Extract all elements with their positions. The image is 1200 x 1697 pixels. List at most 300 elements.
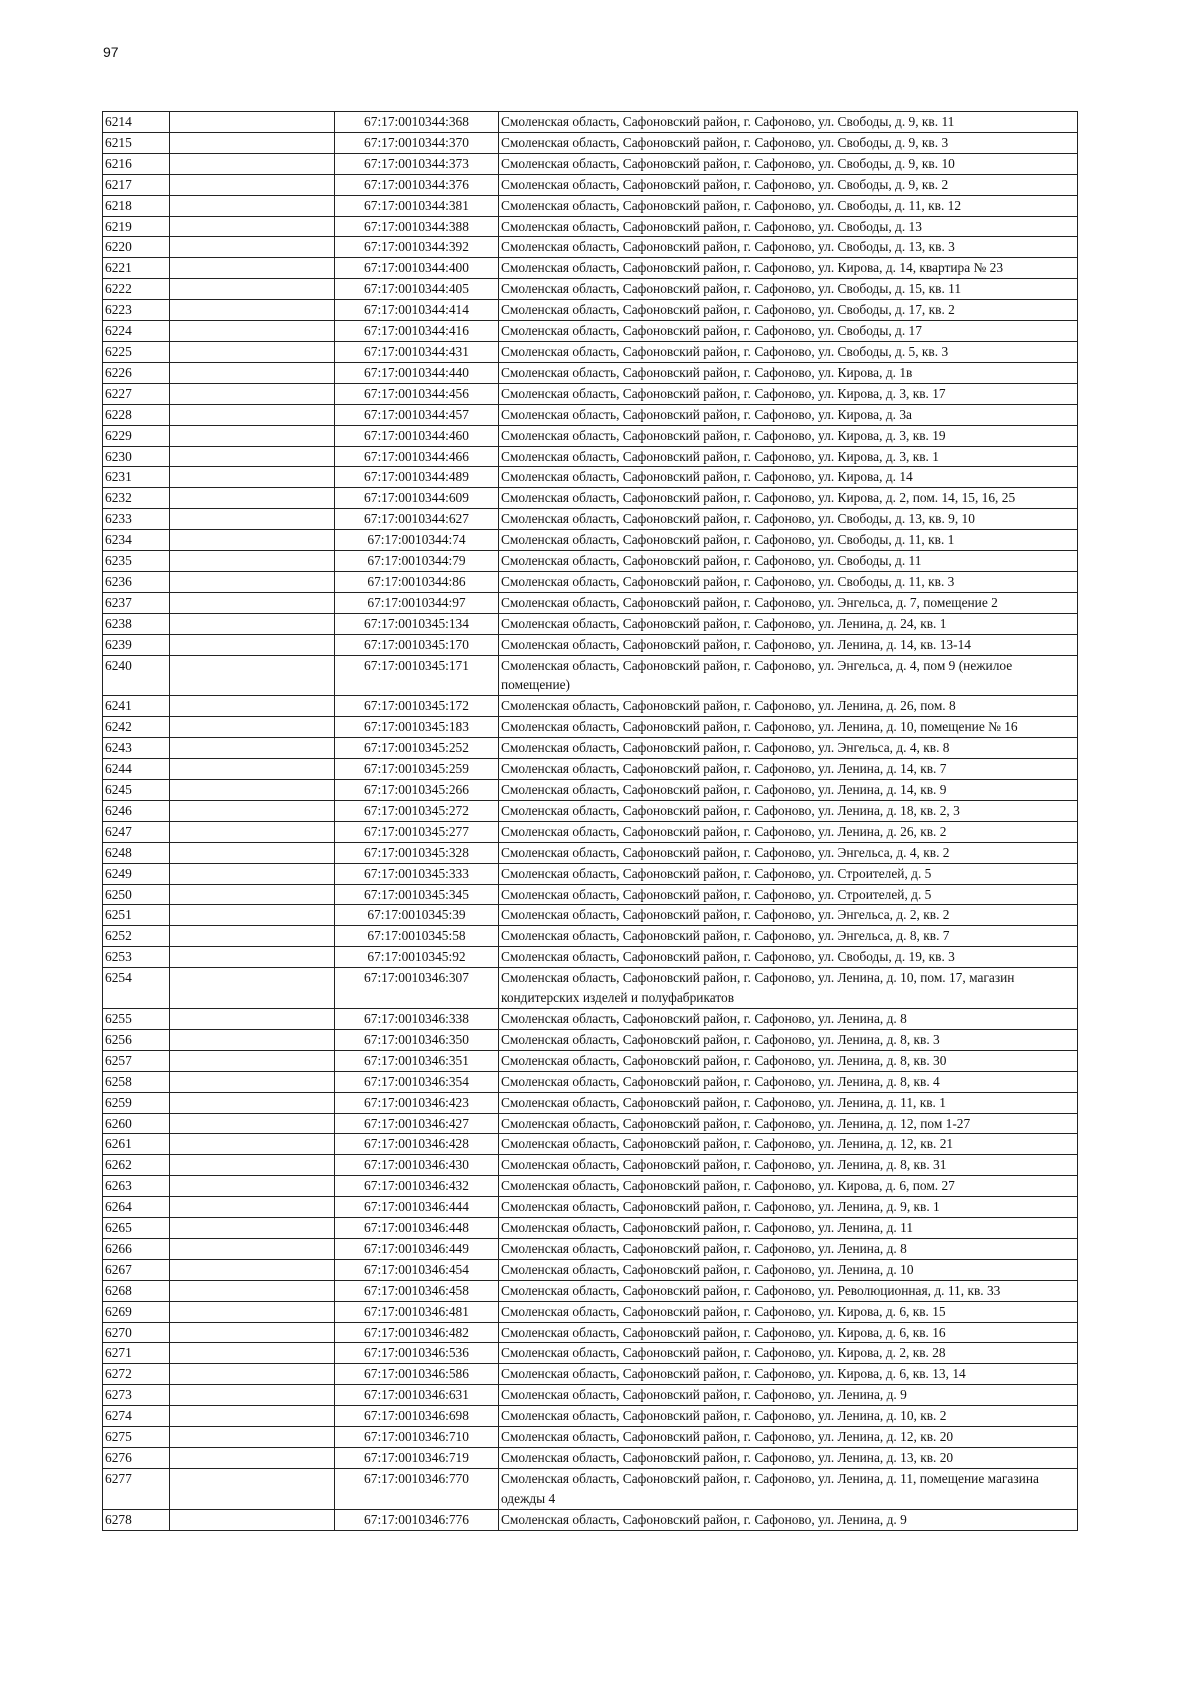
- cadastral-number-cell: 67:17:0010345:277: [335, 821, 499, 842]
- cadastral-number-cell: 67:17:0010346:449: [335, 1238, 499, 1259]
- address-cell: Смоленская область, Сафоновский район, г. Сафоново, ул. Кирова, д. 14, квартира № 23: [499, 258, 1078, 279]
- row-number-cell: 6236: [103, 571, 170, 592]
- address-cell: Смоленская область, Сафоновский район, г. Сафоново, ул. Кирова, д. 6, пом. 27: [499, 1176, 1078, 1197]
- row-number-cell: 6252: [103, 926, 170, 947]
- row-number-cell: 6227: [103, 383, 170, 404]
- table-row: [103, 153, 1078, 174]
- row-number-cell: 6259: [103, 1092, 170, 1113]
- cadastral-number-cell: 67:17:0010345:172: [335, 696, 499, 717]
- table-row: [103, 696, 1078, 717]
- table-row: [103, 1071, 1078, 1092]
- table-row: [103, 1280, 1078, 1301]
- address-cell: Смоленская область, Сафоновский район, г. Сафоново, ул. Ленина, д. 26, пом. 8: [499, 696, 1078, 717]
- cadastral-number-cell: 67:17:0010346:354: [335, 1071, 499, 1092]
- owner-cell: [170, 1050, 335, 1071]
- table-row: [103, 780, 1078, 801]
- cadastral-number-cell: 67:17:0010346:432: [335, 1176, 499, 1197]
- row-number-cell: 6238: [103, 613, 170, 634]
- owner-cell: [170, 717, 335, 738]
- table-row: [103, 383, 1078, 404]
- cadastral-number-cell: 67:17:0010345:272: [335, 800, 499, 821]
- cadastral-number-cell: 67:17:0010346:698: [335, 1406, 499, 1427]
- table-row: [103, 884, 1078, 905]
- row-number-cell: 6222: [103, 279, 170, 300]
- address-cell: Смоленская область, Сафоновский район, г. Сафоново, ул. Ленина, д. 8, кв. 31: [499, 1155, 1078, 1176]
- cadastral-number-cell: 67:17:0010346:770: [335, 1468, 499, 1509]
- row-number-cell: 6256: [103, 1029, 170, 1050]
- row-number-cell: 6273: [103, 1385, 170, 1406]
- owner-cell: [170, 800, 335, 821]
- cadastral-number-cell: 67:17:0010344:400: [335, 258, 499, 279]
- row-number-cell: 6253: [103, 947, 170, 968]
- cadastral-number-cell: 67:17:0010344:431: [335, 341, 499, 362]
- address-cell: Смоленская область, Сафоновский район, г. Сафоново, ул. Кирова, д. 2, кв. 28: [499, 1343, 1078, 1364]
- row-number-cell: 6267: [103, 1259, 170, 1280]
- cadastral-number-cell: 67:17:0010344:405: [335, 279, 499, 300]
- table-row: [103, 1008, 1078, 1029]
- owner-cell: [170, 258, 335, 279]
- owner-cell: [170, 551, 335, 572]
- address-cell: Смоленская область, Сафоновский район, г. Сафоново, ул. Ленина, д. 18, кв. 2, 3: [499, 800, 1078, 821]
- owner-cell: [170, 112, 335, 133]
- table-row: [103, 1197, 1078, 1218]
- address-cell: Смоленская область, Сафоновский район, г. Сафоново, ул. Строителей, д. 5: [499, 884, 1078, 905]
- table-row: [103, 1301, 1078, 1322]
- row-number-cell: 6251: [103, 905, 170, 926]
- address-cell: Смоленская область, Сафоновский район, г. Сафоново, ул. Свободы, д. 17: [499, 321, 1078, 342]
- address-cell: Смоленская область, Сафоновский район, г. Сафоново, ул. Кирова, д. 14: [499, 467, 1078, 488]
- owner-cell: [170, 821, 335, 842]
- owner-cell: [170, 1134, 335, 1155]
- owner-cell: [170, 321, 335, 342]
- table-row: [103, 132, 1078, 153]
- row-number-cell: 6262: [103, 1155, 170, 1176]
- address-cell: Смоленская область, Сафоновский район, г. Сафоново, ул. Ленина, д. 24, кв. 1: [499, 613, 1078, 634]
- cadastral-number-cell: 67:17:0010346:351: [335, 1050, 499, 1071]
- row-number-cell: 6250: [103, 884, 170, 905]
- table-row: [103, 530, 1078, 551]
- row-number-cell: 6263: [103, 1176, 170, 1197]
- address-cell: Смоленская область, Сафоновский район, г. Сафоново, ул. Свободы, д. 17, кв. 2: [499, 300, 1078, 321]
- cadastral-number-cell: 67:17:0010346:448: [335, 1218, 499, 1239]
- table-row: [103, 1448, 1078, 1469]
- address-cell: Смоленская область, Сафоновский район, г. Сафоново, ул. Ленина, д. 8: [499, 1008, 1078, 1029]
- table-row: [103, 1238, 1078, 1259]
- address-cell: Смоленская область, Сафоновский район, г. Сафоново, ул. Ленина, д. 11: [499, 1218, 1078, 1239]
- address-cell: Смоленская область, Сафоновский район, г. Сафоново, ул. Ленина, д. 10, помещение № 16: [499, 717, 1078, 738]
- table-row: [103, 926, 1078, 947]
- row-number-cell: 6214: [103, 112, 170, 133]
- row-number-cell: 6234: [103, 530, 170, 551]
- table-row: [103, 634, 1078, 655]
- address-cell: Смоленская область, Сафоновский район, г. Сафоново, ул. Энгельса, д. 7, помещение 2: [499, 592, 1078, 613]
- owner-cell: [170, 1427, 335, 1448]
- cadastral-number-cell: 67:17:0010346:481: [335, 1301, 499, 1322]
- table-row: [103, 362, 1078, 383]
- address-cell: Смоленская область, Сафоновский район, г. Сафоново, ул. Энгельса, д. 4, кв. 8: [499, 738, 1078, 759]
- row-number-cell: 6243: [103, 738, 170, 759]
- owner-cell: [170, 738, 335, 759]
- row-number-cell: 6269: [103, 1301, 170, 1322]
- address-cell: Смоленская область, Сафоновский район, г. Сафоново, ул. Энгельса, д. 4, пом 9 (нежилое помещение): [499, 655, 1078, 696]
- row-number-cell: 6264: [103, 1197, 170, 1218]
- row-number-cell: 6255: [103, 1008, 170, 1029]
- owner-cell: [170, 509, 335, 530]
- cadastral-number-cell: 67:17:0010346:719: [335, 1448, 499, 1469]
- table-row: [103, 1427, 1078, 1448]
- table-row: [103, 1509, 1078, 1530]
- row-number-cell: 6265: [103, 1218, 170, 1239]
- owner-cell: [170, 132, 335, 153]
- row-number-cell: 6237: [103, 592, 170, 613]
- owner-cell: [170, 1238, 335, 1259]
- owner-cell: [170, 195, 335, 216]
- row-number-cell: 6226: [103, 362, 170, 383]
- cadastral-number-cell: 67:17:0010344:489: [335, 467, 499, 488]
- table-row: [103, 968, 1078, 1009]
- cadastral-number-cell: 67:17:0010345:266: [335, 780, 499, 801]
- row-number-cell: 6266: [103, 1238, 170, 1259]
- row-number-cell: 6270: [103, 1322, 170, 1343]
- table-row: [103, 446, 1078, 467]
- owner-cell: [170, 174, 335, 195]
- cadastral-number-cell: 67:17:0010344:381: [335, 195, 499, 216]
- owner-cell: [170, 488, 335, 509]
- address-cell: Смоленская область, Сафоновский район, г. Сафоново, ул. Ленина, д. 14, кв. 7: [499, 759, 1078, 780]
- owner-cell: [170, 153, 335, 174]
- cadastral-number-cell: 67:17:0010344:460: [335, 425, 499, 446]
- address-cell: Смоленская область, Сафоновский район, г. Сафоново, ул. Ленина, д. 11, помещение магазина одежды 4: [499, 1468, 1078, 1509]
- address-cell: Смоленская область, Сафоновский район, г. Сафоново, ул. Кирова, д. 6, кв. 16: [499, 1322, 1078, 1343]
- row-number-cell: 6249: [103, 863, 170, 884]
- table-row: [103, 1259, 1078, 1280]
- cadastral-number-cell: 67:17:0010346:458: [335, 1280, 499, 1301]
- owner-cell: [170, 1385, 335, 1406]
- address-cell: Смоленская область, Сафоновский район, г. Сафоново, ул. Ленина, д. 14, кв. 9: [499, 780, 1078, 801]
- cadastral-number-cell: 67:17:0010346:454: [335, 1259, 499, 1280]
- address-cell: Смоленская область, Сафоновский район, г. Сафоново, ул. Свободы, д. 11: [499, 551, 1078, 572]
- address-cell: Смоленская область, Сафоновский район, г. Сафоново, ул. Свободы, д. 5, кв. 3: [499, 341, 1078, 362]
- address-cell: Смоленская область, Сафоновский район, г. Сафоново, ул. Кирова, д. 6, кв. 13, 14: [499, 1364, 1078, 1385]
- address-cell: Смоленская область, Сафоновский район, г. Сафоново, ул. Свободы, д. 11, кв. 3: [499, 571, 1078, 592]
- address-cell: Смоленская область, Сафоновский район, г. Сафоново, ул. Ленина, д. 14, кв. 13-14: [499, 634, 1078, 655]
- owner-cell: [170, 968, 335, 1009]
- page-number: 97: [103, 44, 119, 60]
- owner-cell: [170, 1008, 335, 1029]
- owner-cell: [170, 696, 335, 717]
- address-cell: Смоленская область, Сафоновский район, г. Сафоново, ул. Свободы, д. 13, кв. 9, 10: [499, 509, 1078, 530]
- owner-cell: [170, 1301, 335, 1322]
- cadastral-number-cell: 67:17:0010344:609: [335, 488, 499, 509]
- owner-cell: [170, 759, 335, 780]
- table-row: [103, 258, 1078, 279]
- cadastral-number-cell: 67:17:0010346:536: [335, 1343, 499, 1364]
- cadastral-number-cell: 67:17:0010344:457: [335, 404, 499, 425]
- table-row: [103, 1218, 1078, 1239]
- row-number-cell: 6239: [103, 634, 170, 655]
- table-row: [103, 237, 1078, 258]
- owner-cell: [170, 1322, 335, 1343]
- address-cell: Смоленская область, Сафоновский район, г. Сафоново, ул. Энгельса, д. 2, кв. 2: [499, 905, 1078, 926]
- owner-cell: [170, 341, 335, 362]
- row-number-cell: 6244: [103, 759, 170, 780]
- owner-cell: [170, 530, 335, 551]
- cadastral-number-cell: 67:17:0010346:482: [335, 1322, 499, 1343]
- cadastral-number-cell: 67:17:0010346:631: [335, 1385, 499, 1406]
- cadastral-number-cell: 67:17:0010345:333: [335, 863, 499, 884]
- owner-cell: [170, 1071, 335, 1092]
- owner-cell: [170, 383, 335, 404]
- owner-cell: [170, 1113, 335, 1134]
- owner-cell: [170, 362, 335, 383]
- owner-cell: [170, 1468, 335, 1509]
- owner-cell: [170, 1092, 335, 1113]
- row-number-cell: 6219: [103, 216, 170, 237]
- table-row: [103, 404, 1078, 425]
- owner-cell: [170, 947, 335, 968]
- cadastral-number-cell: 67:17:0010345:345: [335, 884, 499, 905]
- row-number-cell: 6229: [103, 425, 170, 446]
- cadastral-number-cell: 67:17:0010346:307: [335, 968, 499, 1009]
- table-row: [103, 1468, 1078, 1509]
- table-row: [103, 174, 1078, 195]
- address-cell: Смоленская область, Сафоновский район, г. Сафоново, ул. Свободы, д. 9, кв. 3: [499, 132, 1078, 153]
- table-row: [103, 112, 1078, 133]
- table-row: [103, 759, 1078, 780]
- owner-cell: [170, 1406, 335, 1427]
- address-cell: Смоленская область, Сафоновский район, г. Сафоново, ул. Ленина, д. 11, кв. 1: [499, 1092, 1078, 1113]
- address-cell: Смоленская область, Сафоновский район, г. Сафоново, ул. Ленина, д. 8: [499, 1238, 1078, 1259]
- table-row: [103, 488, 1078, 509]
- table-row: [103, 551, 1078, 572]
- cadastral-number-cell: 67:17:0010344:370: [335, 132, 499, 153]
- row-number-cell: 6254: [103, 968, 170, 1009]
- address-cell: Смоленская область, Сафоновский район, г. Сафоново, ул. Свободы, д. 13: [499, 216, 1078, 237]
- row-number-cell: 6221: [103, 258, 170, 279]
- cadastral-number-cell: 67:17:0010345:259: [335, 759, 499, 780]
- table-row: [103, 947, 1078, 968]
- address-cell: Смоленская область, Сафоновский район, г. Сафоново, ул. Ленина, д. 26, кв. 2: [499, 821, 1078, 842]
- cadastral-number-cell: 67:17:0010346:586: [335, 1364, 499, 1385]
- owner-cell: [170, 216, 335, 237]
- cadastral-number-cell: 67:17:0010344:416: [335, 321, 499, 342]
- owner-cell: [170, 446, 335, 467]
- owner-cell: [170, 1364, 335, 1385]
- address-cell: Смоленская область, Сафоновский район, г. Сафоново, ул. Кирова, д. 2, пом. 14, 15, 16, 25: [499, 488, 1078, 509]
- property-registry-table: [102, 111, 1078, 1531]
- address-cell: Смоленская область, Сафоновский район, г. Сафоново, ул. Энгельса, д. 4, кв. 2: [499, 842, 1078, 863]
- row-number-cell: 6278: [103, 1509, 170, 1530]
- table-row: [103, 1406, 1078, 1427]
- owner-cell: [170, 237, 335, 258]
- cadastral-number-cell: 67:17:0010345:58: [335, 926, 499, 947]
- cadastral-number-cell: 67:17:0010346:428: [335, 1134, 499, 1155]
- owner-cell: [170, 863, 335, 884]
- address-cell: Смоленская область, Сафоновский район, г. Сафоново, ул. Ленина, д. 10: [499, 1259, 1078, 1280]
- table-row: [103, 655, 1078, 696]
- address-cell: Смоленская область, Сафоновский район, г. Сафоново, ул. Ленина, д. 12, пом 1-27: [499, 1113, 1078, 1134]
- cadastral-number-cell: 67:17:0010344:627: [335, 509, 499, 530]
- address-cell: Смоленская область, Сафоновский район, г. Сафоново, ул. Ленина, д. 9: [499, 1385, 1078, 1406]
- owner-cell: [170, 1343, 335, 1364]
- table-row: [103, 717, 1078, 738]
- table-row: [103, 1134, 1078, 1155]
- row-number-cell: 6230: [103, 446, 170, 467]
- cadastral-number-cell: 67:17:0010344:392: [335, 237, 499, 258]
- address-cell: Смоленская область, Сафоновский район, г. Сафоново, ул. Свободы, д. 9, кв. 2: [499, 174, 1078, 195]
- owner-cell: [170, 613, 335, 634]
- cadastral-number-cell: 67:17:0010345:183: [335, 717, 499, 738]
- registry-table-body: [103, 112, 1078, 1531]
- table-row: [103, 300, 1078, 321]
- table-row: [103, 467, 1078, 488]
- cadastral-number-cell: 67:17:0010345:171: [335, 655, 499, 696]
- address-cell: Смоленская область, Сафоновский район, г. Сафоново, ул. Ленина, д. 9, кв. 1: [499, 1197, 1078, 1218]
- row-number-cell: 6240: [103, 655, 170, 696]
- owner-cell: [170, 425, 335, 446]
- row-number-cell: 6215: [103, 132, 170, 153]
- address-cell: Смоленская область, Сафоновский район, г. Сафоново, ул. Ленина, д. 13, кв. 20: [499, 1448, 1078, 1469]
- owner-cell: [170, 1155, 335, 1176]
- row-number-cell: 6217: [103, 174, 170, 195]
- cadastral-number-cell: 67:17:0010346:710: [335, 1427, 499, 1448]
- cadastral-number-cell: 67:17:0010345:328: [335, 842, 499, 863]
- cadastral-number-cell: 67:17:0010346:430: [335, 1155, 499, 1176]
- owner-cell: [170, 780, 335, 801]
- row-number-cell: 6220: [103, 237, 170, 258]
- table-row: [103, 509, 1078, 530]
- row-number-cell: 6225: [103, 341, 170, 362]
- cadastral-number-cell: 67:17:0010344:86: [335, 571, 499, 592]
- address-cell: Смоленская область, Сафоновский район, г. Сафоново, ул. Свободы, д. 9, кв. 11: [499, 112, 1078, 133]
- cadastral-number-cell: 67:17:0010346:427: [335, 1113, 499, 1134]
- table-row: [103, 821, 1078, 842]
- address-cell: Смоленская область, Сафоновский район, г. Сафоново, ул. Свободы, д. 13, кв. 3: [499, 237, 1078, 258]
- table-row: [103, 1113, 1078, 1134]
- owner-cell: [170, 1218, 335, 1239]
- owner-cell: [170, 1176, 335, 1197]
- owner-cell: [170, 467, 335, 488]
- table-row: [103, 1155, 1078, 1176]
- row-number-cell: 6277: [103, 1468, 170, 1509]
- address-cell: Смоленская область, Сафоновский район, г. Сафоново, ул. Свободы, д. 11, кв. 1: [499, 530, 1078, 551]
- cadastral-number-cell: 67:17:0010345:252: [335, 738, 499, 759]
- address-cell: Смоленская область, Сафоновский район, г. Сафоново, ул. Свободы, д. 11, кв. 12: [499, 195, 1078, 216]
- owner-cell: [170, 1448, 335, 1469]
- address-cell: Смоленская область, Сафоновский район, г. Сафоново, ул. Кирова, д. 6, кв. 15: [499, 1301, 1078, 1322]
- cadastral-number-cell: 67:17:0010344:79: [335, 551, 499, 572]
- table-row: [103, 905, 1078, 926]
- cadastral-number-cell: 67:17:0010346:423: [335, 1092, 499, 1113]
- address-cell: Смоленская область, Сафоновский район, г. Сафоново, ул. Ленина, д. 8, кв. 3: [499, 1029, 1078, 1050]
- owner-cell: [170, 1029, 335, 1050]
- table-row: [103, 1092, 1078, 1113]
- owner-cell: [170, 1197, 335, 1218]
- cadastral-number-cell: 67:17:0010344:414: [335, 300, 499, 321]
- cadastral-number-cell: 67:17:0010344:74: [335, 530, 499, 551]
- table-row: [103, 341, 1078, 362]
- owner-cell: [170, 905, 335, 926]
- table-row: [103, 613, 1078, 634]
- row-number-cell: 6246: [103, 800, 170, 821]
- cadastral-number-cell: 67:17:0010345:134: [335, 613, 499, 634]
- cadastral-number-cell: 67:17:0010344:376: [335, 174, 499, 195]
- owner-cell: [170, 279, 335, 300]
- cadastral-number-cell: 67:17:0010346:444: [335, 1197, 499, 1218]
- cadastral-number-cell: 67:17:0010344:466: [335, 446, 499, 467]
- table-row: [103, 1322, 1078, 1343]
- owner-cell: [170, 634, 335, 655]
- owner-cell: [170, 842, 335, 863]
- row-number-cell: 6268: [103, 1280, 170, 1301]
- table-row: [103, 425, 1078, 446]
- row-number-cell: 6245: [103, 780, 170, 801]
- row-number-cell: 6257: [103, 1050, 170, 1071]
- row-number-cell: 6232: [103, 488, 170, 509]
- cadastral-number-cell: 67:17:0010344:97: [335, 592, 499, 613]
- address-cell: Смоленская область, Сафоновский район, г. Сафоново, ул. Ленина, д. 9: [499, 1509, 1078, 1530]
- table-row: [103, 571, 1078, 592]
- owner-cell: [170, 1259, 335, 1280]
- address-cell: Смоленская область, Сафоновский район, г. Сафоново, ул. Ленина, д. 10, кв. 2: [499, 1406, 1078, 1427]
- owner-cell: [170, 592, 335, 613]
- row-number-cell: 6275: [103, 1427, 170, 1448]
- cadastral-number-cell: 67:17:0010346:776: [335, 1509, 499, 1530]
- table-row: [103, 279, 1078, 300]
- row-number-cell: 6261: [103, 1134, 170, 1155]
- owner-cell: [170, 1509, 335, 1530]
- row-number-cell: 6235: [103, 551, 170, 572]
- row-number-cell: 6231: [103, 467, 170, 488]
- row-number-cell: 6241: [103, 696, 170, 717]
- table-row: [103, 321, 1078, 342]
- address-cell: Смоленская область, Сафоновский район, г. Сафоново, ул. Кирова, д. 3, кв. 19: [499, 425, 1078, 446]
- row-number-cell: 6242: [103, 717, 170, 738]
- address-cell: Смоленская область, Сафоновский район, г. Сафоново, ул. Кирова, д. 3а: [499, 404, 1078, 425]
- address-cell: Смоленская область, Сафоновский район, г. Сафоново, ул. Свободы, д. 15, кв. 11: [499, 279, 1078, 300]
- cadastral-number-cell: 67:17:0010344:388: [335, 216, 499, 237]
- row-number-cell: 6258: [103, 1071, 170, 1092]
- owner-cell: [170, 1280, 335, 1301]
- cadastral-number-cell: 67:17:0010346:350: [335, 1029, 499, 1050]
- row-number-cell: 6224: [103, 321, 170, 342]
- row-number-cell: 6223: [103, 300, 170, 321]
- row-number-cell: 6260: [103, 1113, 170, 1134]
- cadastral-number-cell: 67:17:0010346:338: [335, 1008, 499, 1029]
- table-row: [103, 863, 1078, 884]
- address-cell: Смоленская область, Сафоновский район, г. Сафоново, ул. Кирова, д. 3, кв. 17: [499, 383, 1078, 404]
- address-cell: Смоленская область, Сафоновский район, г. Сафоново, ул. Кирова, д. 3, кв. 1: [499, 446, 1078, 467]
- row-number-cell: 6216: [103, 153, 170, 174]
- cadastral-number-cell: 67:17:0010344:440: [335, 362, 499, 383]
- address-cell: Смоленская область, Сафоновский район, г. Сафоново, ул. Ленина, д. 8, кв. 4: [499, 1071, 1078, 1092]
- address-cell: Смоленская область, Сафоновский район, г. Сафоново, ул. Ленина, д. 12, кв. 20: [499, 1427, 1078, 1448]
- address-cell: Смоленская область, Сафоновский район, г. Сафоново, ул. Строителей, д. 5: [499, 863, 1078, 884]
- address-cell: Смоленская область, Сафоновский район, г. Сафоново, ул. Революционная, д. 11, кв. 33: [499, 1280, 1078, 1301]
- row-number-cell: 6274: [103, 1406, 170, 1427]
- row-number-cell: 6228: [103, 404, 170, 425]
- cadastral-number-cell: 67:17:0010345:170: [335, 634, 499, 655]
- owner-cell: [170, 926, 335, 947]
- address-cell: Смоленская область, Сафоновский район, г. Сафоново, ул. Свободы, д. 19, кв. 3: [499, 947, 1078, 968]
- owner-cell: [170, 300, 335, 321]
- address-cell: Смоленская область, Сафоновский район, г. Сафоново, ул. Ленина, д. 12, кв. 21: [499, 1134, 1078, 1155]
- table-row: [103, 1050, 1078, 1071]
- cadastral-number-cell: 67:17:0010345:92: [335, 947, 499, 968]
- owner-cell: [170, 655, 335, 696]
- cadastral-number-cell: 67:17:0010345:39: [335, 905, 499, 926]
- table-row: [103, 195, 1078, 216]
